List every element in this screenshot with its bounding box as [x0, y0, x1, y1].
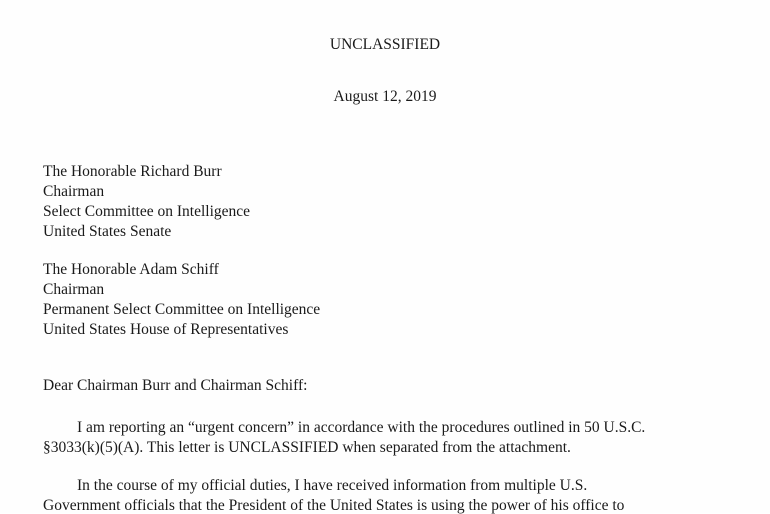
- classification-marking: UNCLASSIFIED: [329, 36, 441, 53]
- paragraph-line: I am reporting an “urgent concern” in accordance with the procedures outlined in 50 U.S.C.: [77, 419, 646, 436]
- recipient-chamber: United States Senate: [43, 223, 172, 240]
- paragraph-line: §3033(k)(5)(A). This letter is UNCLASSIFIED when separated from the attachment.: [43, 439, 571, 456]
- recipient-committee: Permanent Select Committee on Intelligence: [43, 301, 321, 318]
- paragraph-line: Government officials that the President of the United States is using the power of his office to: [43, 497, 625, 514]
- recipient-title: Chairman: [43, 281, 105, 298]
- recipient-name: The Honorable Adam Schiff: [43, 261, 219, 278]
- paragraph-line: In the course of my official duties, I have received information from multiple U.S.: [77, 477, 588, 494]
- letter-date: August 12, 2019: [333, 88, 437, 105]
- recipient-name: The Honorable Richard Burr: [43, 163, 222, 180]
- recipient-committee: Select Committee on Intelligence: [43, 203, 251, 220]
- salutation: Dear Chairman Burr and Chairman Schiff:: [43, 377, 308, 394]
- recipient-title: Chairman: [43, 183, 105, 200]
- recipient-chamber: United States House of Representatives: [43, 321, 289, 338]
